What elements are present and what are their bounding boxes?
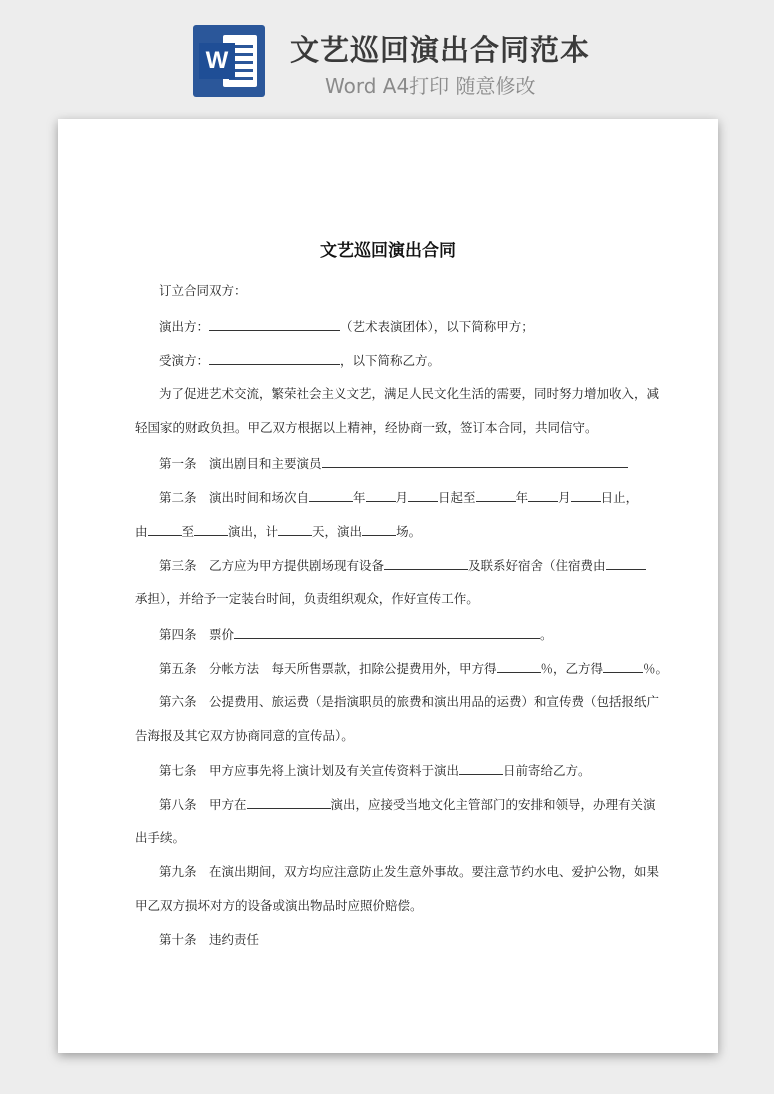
page-title: 文艺巡回演出合同范本 bbox=[290, 33, 591, 67]
doc-line-receiver: 受演方： ，以下简称乙方。 bbox=[159, 353, 441, 368]
doc-line-article-9: 第九条 在演出期间，双方均应注意防止发生意外事故。要注意节约水电、爱护公物，如果 bbox=[159, 864, 660, 879]
doc-line-preamble-1: 为了促进艺术交流，繁荣社会主义文艺，满足人民文化生活的需要，同时努力增加收入，减 bbox=[159, 386, 660, 401]
document-title: 文艺巡回演出合同 bbox=[320, 241, 456, 261]
doc-line-article-6-cont: 告海报及其它双方协商同意的宣传品）。 bbox=[135, 728, 354, 743]
doc-line-article-3: 第三条 乙方应为甲方提供剧场现有设备 及联系好宿舍（住宿费由 bbox=[159, 557, 646, 574]
page-subtitle: Word A4打印 随意修改 bbox=[325, 74, 536, 98]
doc-line-article-3-cont: 承担），并给予一定装台时间，负责组织观众，作好宣传工作。 bbox=[135, 591, 479, 606]
doc-line-article-6: 第六条 公提费用、旅运费（是指演职员的旅费和演出用品的运费）和宣传费（包括报纸广 bbox=[159, 694, 660, 709]
word-letter: W bbox=[199, 43, 235, 79]
doc-line-article-10: 第十条 违约责任 bbox=[159, 932, 260, 947]
doc-line-article-8-cont: 出手续。 bbox=[135, 830, 186, 845]
doc-line-parties: 订立合同双方： bbox=[159, 283, 247, 298]
doc-line-performer: 演出方： （艺术表演团体），以下简称甲方； bbox=[159, 319, 534, 334]
doc-line-article-9-cont: 甲乙双方损坏对方的设备或演出物品时应照价赔偿。 bbox=[135, 898, 423, 913]
doc-line-article-2: 第二条 演出时间和场次自 年 月 日起至 年 月 日止， bbox=[159, 490, 639, 505]
doc-line-article-4: 第四条 票价 。 bbox=[159, 627, 553, 642]
document-page bbox=[58, 119, 718, 1053]
word-doc-icon bbox=[193, 25, 265, 97]
page-header bbox=[0, 0, 774, 110]
doc-line-article-5: 第五条 分帐方法 每天所售票款，扣除公提费用外，甲方得 ％，乙方得 ％。 bbox=[159, 661, 669, 676]
doc-line-article-1: 第一条 演出剧目和主要演员 bbox=[159, 455, 628, 472]
doc-line-article-8: 第八条 甲方在 演出，应接受当地文化主管部门的安排和领导，办理有关演 bbox=[159, 797, 656, 812]
doc-line-article-7: 第七条 甲方应事先将上演计划及有关宣传资料于演出 日前寄给乙方。 bbox=[159, 763, 591, 778]
doc-line-article-2-cont: 由 至 演出，计 天，演出 场。 bbox=[135, 524, 422, 539]
doc-line-preamble-2: 轻国家的财政负担。甲乙双方根据以上精神，经协商一致，签订本合同，共同信守。 bbox=[135, 420, 598, 435]
